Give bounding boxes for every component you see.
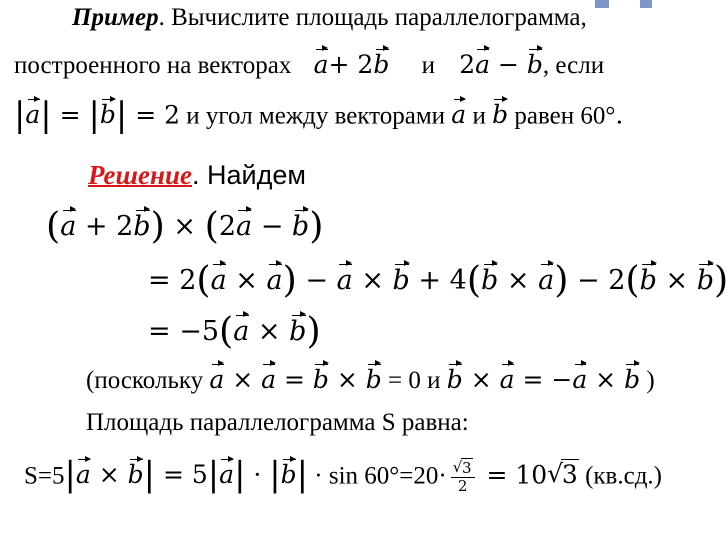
example-text-2: построенного на векторах (14, 52, 292, 79)
vector-expression-2: 2a − b (459, 50, 543, 79)
example-line-1 (72, 5, 587, 30)
solution-note: (поскольку a × a = b × b = 0 и b × a = −a × b ) (86, 365, 655, 394)
example-text-1: . Вычислите площадь параллелограмма, (158, 4, 587, 31)
sqrt-3: √ 3 (547, 459, 578, 490)
solution-heading: Решение. Найдем (88, 160, 306, 190)
fraction: √ 3 2 (451, 461, 475, 494)
and-word: и (421, 52, 435, 79)
solution-step-2: = 2(a × a) − a × b + 4(b × a) − 2(b × b) (148, 258, 728, 301)
angle-value: 60° (580, 102, 616, 130)
vector-b: b (373, 50, 390, 79)
solution-step-3: = −5(a × b) (148, 309, 321, 352)
vector-a: a (313, 50, 329, 79)
top-decoration (640, 0, 652, 8)
example-label: Пример (72, 4, 159, 31)
example-line-3: |a| = |b| = 2 и угол между векторами a и b равен 60°. (14, 95, 624, 134)
area-text: Площадь параллелограмма S равна: (86, 409, 469, 436)
area-result: S=5|a × b| = 5|a| · |b| · sin 60°=20· √ 3 2 = 10 √ 3 (кв.сд.) (24, 455, 662, 496)
example-line-2 (14, 52, 604, 78)
if-word: , если (542, 52, 605, 79)
solution-step-1: (a + 2b) × (2a − b) (46, 204, 324, 247)
top-decoration (595, 0, 609, 8)
vector-expression-1: a+ 2b (313, 50, 390, 79)
solution-label: Решение (88, 160, 192, 190)
